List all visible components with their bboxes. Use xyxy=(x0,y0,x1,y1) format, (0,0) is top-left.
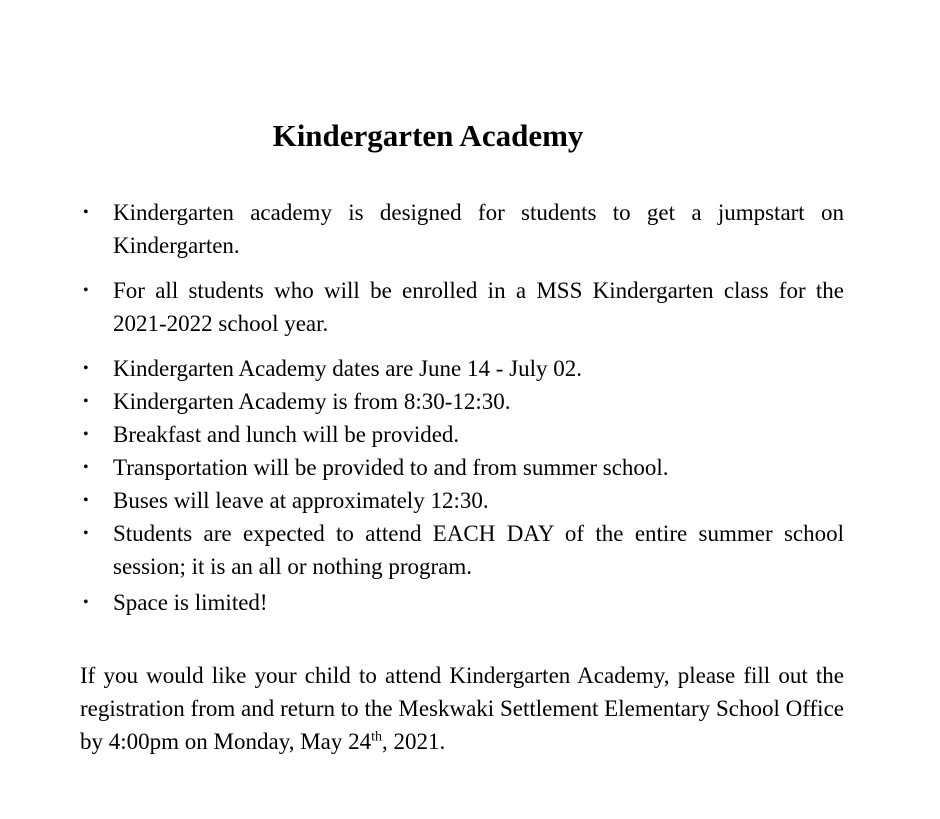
bullet-icon: • xyxy=(83,393,89,410)
list-item xyxy=(80,586,844,619)
bullet-icon: • xyxy=(83,594,89,611)
page-title: Kindergarten Academy xyxy=(272,118,584,153)
list-item-text: Kindergarten Academy dates are June 14 - July 02. xyxy=(113,356,583,381)
bullet-list xyxy=(80,196,844,619)
closing-text: If you would like your child to attend Kindergarten Academy, please fill out the registration from and return to the Meskwaki Settlement Elementary School Office by 4:00pm on Monday, May 24 xyxy=(80,663,844,754)
list-item-text: Breakfast and lunch will be provided. xyxy=(113,422,460,447)
list-item xyxy=(80,517,844,583)
list-item-text: Kindergarten academy is designed for students to get a jumpstart on Kindergarten. xyxy=(113,200,844,258)
list-item-text: Space is limited! xyxy=(113,590,268,615)
bullet-icon: • xyxy=(83,492,89,509)
list-item xyxy=(80,451,844,484)
list-item xyxy=(80,385,844,418)
closing-paragraph xyxy=(80,659,844,758)
bullet-icon: • xyxy=(83,459,89,476)
bullet-icon: • xyxy=(83,204,89,221)
list-item-text: For all students who will be enrolled in a MSS Kindergarten class for the 2021-2022 school year. xyxy=(113,278,844,336)
date-ordinal-suffix: th xyxy=(371,729,382,745)
bullet-icon: • xyxy=(83,426,89,443)
list-item xyxy=(80,196,844,262)
bullet-icon: • xyxy=(83,282,89,299)
list-item xyxy=(80,484,844,517)
list-item xyxy=(80,352,844,385)
list-item xyxy=(80,274,844,340)
list-item-text: Students are expected to attend EACH DAY of the entire summer school session; it is an all or nothing program. xyxy=(113,521,844,579)
list-item-text: Transportation will be provided to and from summer school. xyxy=(113,455,669,480)
list-item-text: Kindergarten Academy is from 8:30-12:30. xyxy=(113,389,511,414)
list-item-text: Buses will leave at approximately 12:30. xyxy=(113,488,489,513)
bullet-icon: • xyxy=(83,525,89,542)
closing-year: , 2021. xyxy=(382,729,446,754)
bullet-icon: • xyxy=(83,360,89,377)
list-item xyxy=(80,418,844,451)
